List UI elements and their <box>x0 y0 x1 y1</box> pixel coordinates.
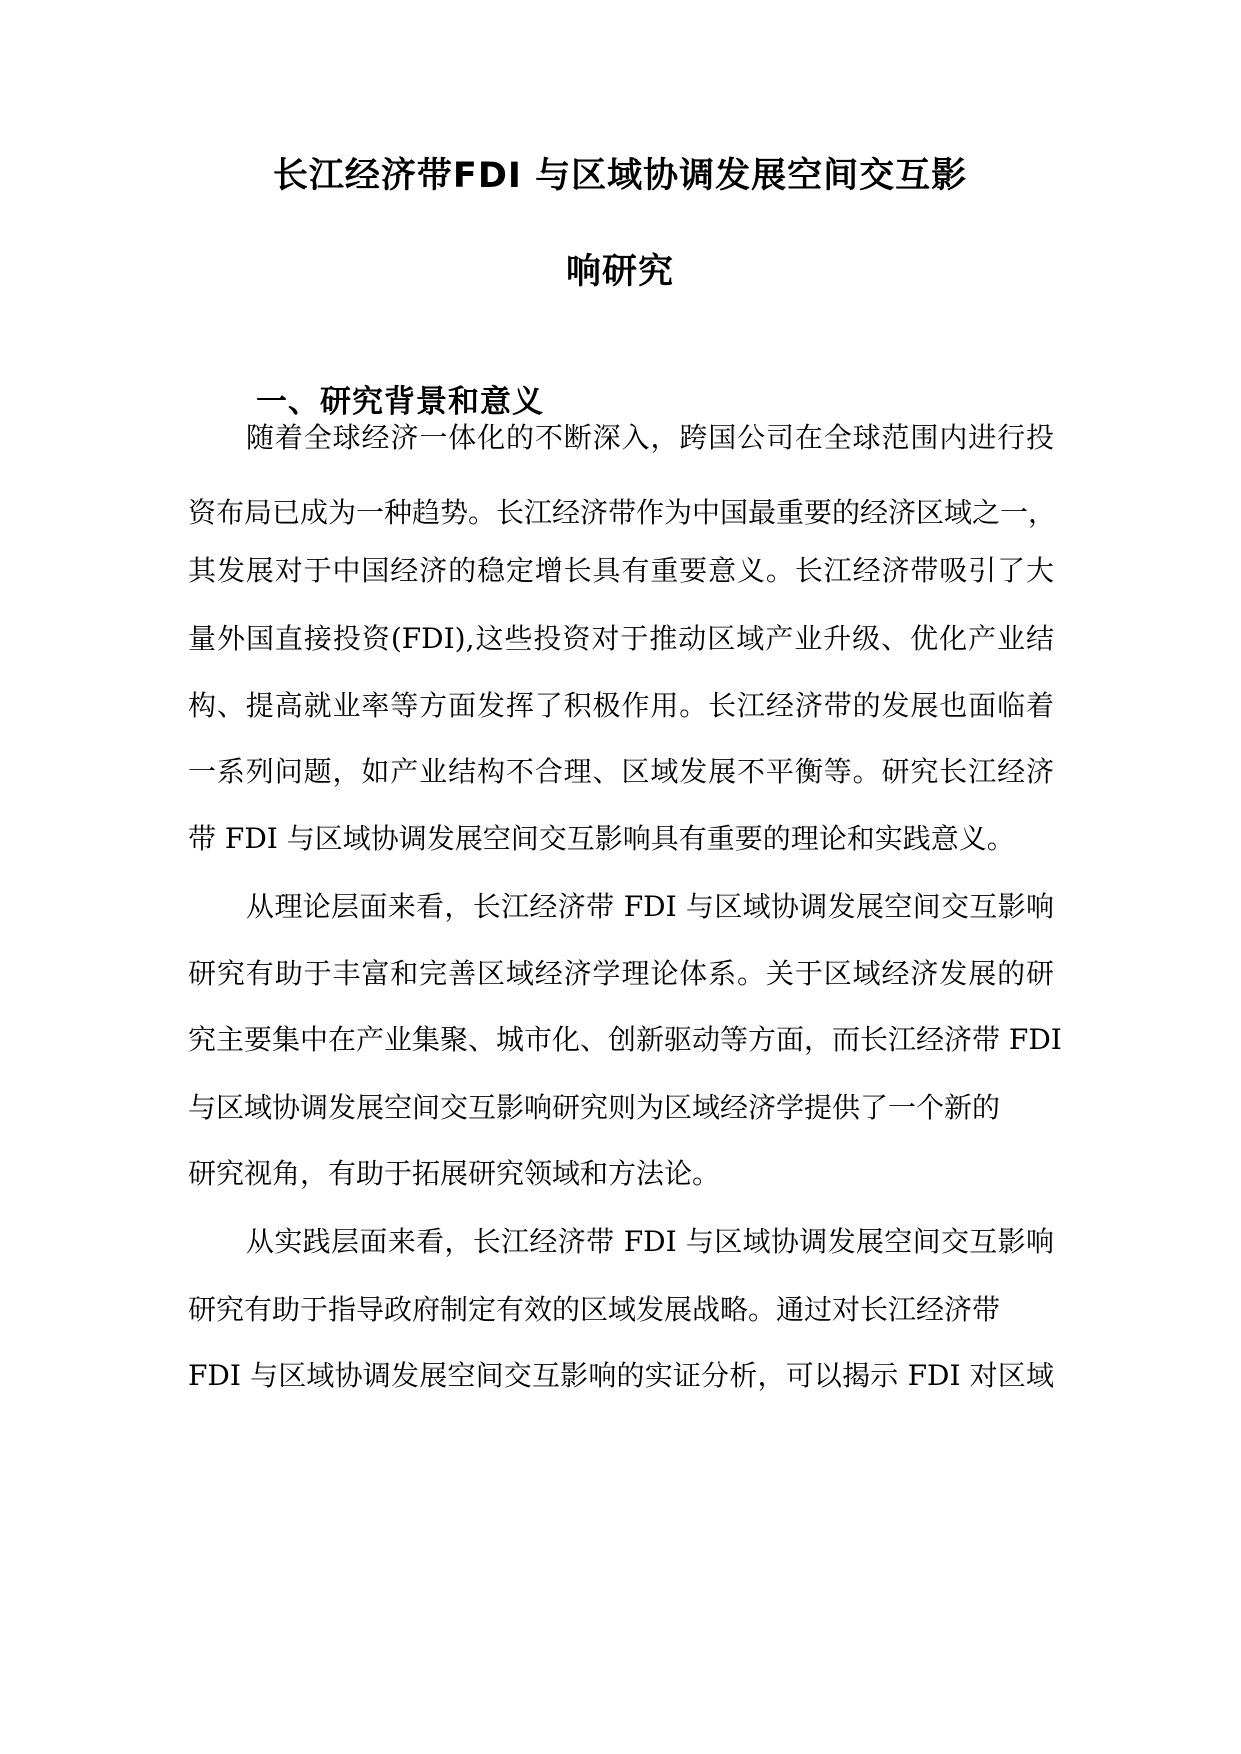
paragraph-1-line-3: 其发展对于中国经济的稳定增长具有重要意义。长江经济带吸引了大 <box>188 554 1054 587</box>
section-heading: 一、研究背景和意义 <box>256 384 544 420</box>
paragraph-2-line-4: 与区域协调发展空间交互影响研究则为区域经济学提供了一个新的 <box>188 1091 1001 1124</box>
document-title-line-2: 响研究 <box>565 252 674 292</box>
document-title-line-1: 长江经济带FDI 与区域协调发展空间交互影 <box>272 156 968 196</box>
paragraph-2-line-3: 究主要集中在产业集聚、城市化、创新驱动等方面，而长江经济带 FDI <box>188 1023 1062 1056</box>
paragraph-2-line-2: 研究有助于丰富和完善区域经济学理论体系。关于区域经济发展的研 <box>188 957 1054 990</box>
paragraph-1-line-6: 一系列问题，如产业结构不合理、区域发展不平衡等。研究长江经济 <box>188 755 1054 788</box>
paragraph-3-line-2: 研究有助于指导政府制定有效的区域发展战略。通过对长江经济带 <box>188 1293 1001 1326</box>
paragraph-1-line-2: 资布局已成为一种趋势。长江经济带作为中国最重要的经济区域之一， <box>188 496 1057 529</box>
paragraph-1-line-4: 量外国直接投资(FDI),这些投资对于推动区域产业升级、优化产业结 <box>188 622 1054 655</box>
paragraph-2-line-5: 研究视角，有助于拓展研究领域和方法论。 <box>188 1157 721 1190</box>
paragraph-2-line-1: 从理论层面来看，长江经济带 FDI 与区域协调发展空间交互影响 <box>246 890 1054 923</box>
paragraph-1-line-7: 带 FDI 与区域协调发展空间交互影响具有重要的理论和实践意义。 <box>188 822 1015 855</box>
paragraph-3-line-3: FDI 与区域协调发展空间交互影响的实证分析，可以揭示 FDI 对区域 <box>188 1359 1054 1392</box>
paragraph-1-line-5: 构、提高就业率等方面发挥了积极作用。长江经济带的发展也面临着 <box>188 689 1054 722</box>
paragraph-3-line-1: 从实践层面来看，长江经济带 FDI 与区域协调发展空间交互影响 <box>246 1225 1054 1258</box>
paragraph-1-line-1: 随着全球经济一体化的不断深入，跨国公司在全球范围内进行投 <box>246 421 1054 454</box>
